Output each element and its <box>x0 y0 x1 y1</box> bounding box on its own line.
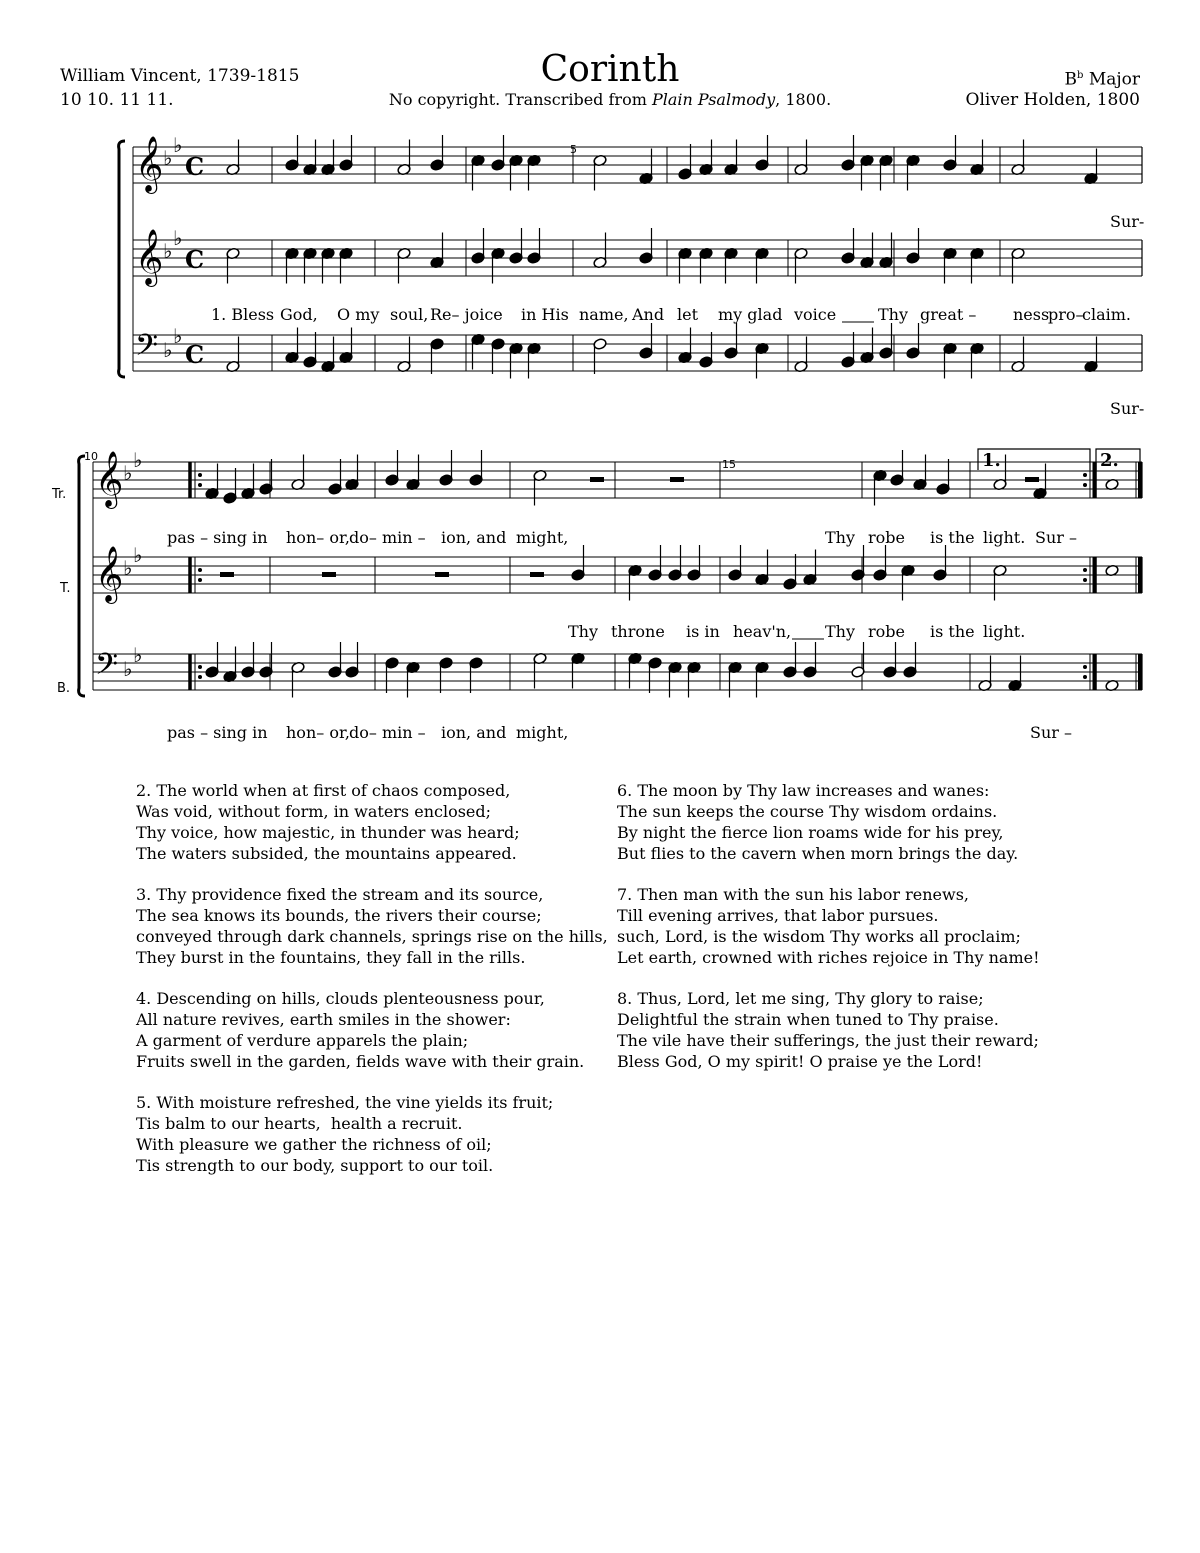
bass-lyric-end: Sur- <box>1110 399 1145 418</box>
treble-clef-icon: 𝄞 <box>95 546 124 602</box>
hymn-title: Corinth <box>540 49 680 90</box>
system-bracket <box>119 141 125 377</box>
treble-lyric: robe <box>868 528 905 547</box>
tenor-lyric: claim. <box>1082 305 1131 324</box>
tenor-lyric: is the <box>930 622 975 641</box>
verse-4: 4. Descending on hills, clouds plenteousness pour, All nature revives, earth smiles in the shower: A garment of verdure apparels the plain; Fruits swell in the garden, fields wave with their grain. <box>136 989 585 1071</box>
tenor-lyric: robe <box>868 622 905 641</box>
flat-icon: ♭ <box>123 556 133 580</box>
common-time-icon: C <box>185 340 205 369</box>
repeat-dot <box>198 578 202 582</box>
staff-label-treble: Tr. <box>52 487 67 502</box>
bass-clef-icon: 𝄢 <box>95 648 119 689</box>
tenor-lyric: And <box>632 305 665 324</box>
verses-column-right <box>617 780 1040 1072</box>
bass-lyric: might, <box>516 723 569 742</box>
repeat-dot <box>1083 483 1087 487</box>
repeat-dot <box>1083 675 1087 679</box>
tenor-lyric: my glad <box>718 305 783 324</box>
flat-icon: ♭ <box>163 239 173 263</box>
verse-3: 3. Thy providence fixed the stream and its source, The sea knows its bounds, the rivers their course; conveyed through dark channels, springs rise on the hills, They burst in the fountains, they fall in the rills. <box>136 885 608 967</box>
rest-icon <box>435 572 449 577</box>
tenor-lyric: Re– joice <box>430 305 503 324</box>
key-signature-label: $B^b$ Major <box>1064 69 1140 90</box>
treble-clef-icon: 𝄞 <box>135 229 164 285</box>
tenor-lyric: light. <box>983 622 1026 641</box>
repeat-dot <box>1083 665 1087 669</box>
volta-1: 1. <box>982 450 1001 471</box>
flat-icon: ♭ <box>123 657 133 681</box>
repeat-dot <box>198 675 202 679</box>
flat-icon: ♭ <box>173 324 183 348</box>
rest-icon <box>322 572 336 577</box>
tenor-lyric: heav'n, <box>733 622 792 641</box>
rest-icon <box>1025 477 1039 482</box>
bass-lyric: do– min – <box>349 723 426 742</box>
common-time-icon: C <box>185 245 205 274</box>
flat-icon: ♭ <box>133 643 143 667</box>
repeat-dot <box>1083 568 1087 572</box>
staff-label-bass: B. <box>57 681 71 696</box>
flat-icon: ♭ <box>133 448 143 472</box>
treble-lyric: pas – sing in <box>167 528 268 547</box>
tenor-lyric: in His <box>521 305 569 324</box>
composer: Oliver Holden, 1800 <box>965 90 1140 110</box>
bass-lyric: pas – sing in <box>167 723 268 742</box>
source-title: Plain Psalmody <box>651 90 776 109</box>
treble-lyric: Sur – <box>1035 528 1077 547</box>
tenor-lyric: ness <box>1013 305 1050 324</box>
treble-lyric: Thy <box>825 528 856 547</box>
tenor-lyric: great – <box>920 305 977 324</box>
verses-column-left <box>136 780 608 1176</box>
bass-lyric: Sur – <box>1030 723 1072 742</box>
tenor-lyric: Thy <box>825 622 856 641</box>
repeat-dot <box>198 483 202 487</box>
verse-6: 6. The moon by Thy law increases and wanes: The sun keeps the course Thy wisdom ordains. By night the fierce lion roams wide for his prey, But flies to the cavern when morn brings the day. <box>617 781 1019 863</box>
volta-2: 2. <box>1100 450 1119 471</box>
repeat-dot <box>1083 578 1087 582</box>
verse-8: 8. Thus, Lord, let me sing, Thy glory to raise; Delightful the strain when tuned to Thy praise. The vile have their sufferings, the just their reward; Bless God, O my spirit! O praise ye the Lord! <box>617 989 1039 1071</box>
common-time-icon: C <box>185 152 205 181</box>
author: William Vincent, 1739-1815 <box>60 66 300 86</box>
system-bracket <box>79 456 85 696</box>
tenor-lyric: O my <box>337 305 380 324</box>
tenor-lyric: God, <box>280 305 318 324</box>
rest-icon <box>530 572 544 577</box>
tenor-lyric: 1. Bless <box>211 305 275 324</box>
tenor-lyric: Thy <box>568 622 599 641</box>
tenor-lyric: is in <box>686 622 720 641</box>
verse-2: 2. The world when at first of chaos composed, Was void, without form, in waters enclosed; Thy voice, how majestic, in thunder was heard; The waters subsided, the mountains appeared. <box>136 781 520 863</box>
repeat-dot <box>1083 473 1087 477</box>
tenor-lyric: voice <box>794 305 837 324</box>
repeat-dot <box>198 568 202 572</box>
measure-number-15: 15 <box>722 458 736 471</box>
tenor-lyric: name, <box>579 305 629 324</box>
flat-icon: ♭ <box>173 226 183 250</box>
verse-7: 7. Then man with the sun his labor renews, Till evening arrives, that labor pursues. such, Lord, is the wisdom Thy works all proclaim; Let earth, crowned with riches rejoice in Thy name! <box>617 885 1040 967</box>
tenor-lyric: Thy <box>878 305 909 324</box>
tenor-lyric: let <box>677 305 699 324</box>
copyright-note: No copyright. Transcribed from Plain Psalmody, 1800. <box>388 90 832 109</box>
music-score <box>0 0 1200 760</box>
flat-icon: ♭ <box>173 133 183 157</box>
treble-lyric: is the <box>930 528 975 547</box>
measure-number-5: 5 <box>570 143 577 156</box>
repeat-dot <box>198 473 202 477</box>
bass-clef-icon: 𝄢 <box>135 329 159 370</box>
tenor-lyric: pro– <box>1048 305 1084 324</box>
treble-lyric-end: Sur- <box>1110 212 1145 231</box>
repeat-dot <box>198 665 202 669</box>
rest-icon <box>590 477 604 482</box>
tenor-lyric: soul, <box>390 305 429 324</box>
treble-clef-icon: 𝄞 <box>95 451 124 507</box>
treble-lyric: light. <box>983 528 1026 547</box>
treble-clef-icon: 𝄞 <box>135 136 164 192</box>
bass-lyric: ion, and <box>441 723 507 742</box>
measure-number-10: 10 <box>84 450 98 463</box>
treble-lyric: might, <box>516 528 569 547</box>
flat-icon: ♭ <box>163 338 173 362</box>
flat-icon: ♭ <box>123 461 133 485</box>
treble-lyric: ion, and <box>441 528 507 547</box>
treble-lyric: do– min – <box>349 528 426 547</box>
flat-icon: ♭ <box>133 543 143 567</box>
bass-lyric: hon– or, <box>286 723 350 742</box>
verse-5: 5. With moisture refreshed, the vine yields its fruit; Tis balm to our hearts, health a recruit. With pleasure we gather the richness of oil; Tis strength to our body, support to our toil. <box>136 1093 554 1175</box>
tenor-lyric: throne <box>611 622 665 641</box>
meter: 10 10. 11 11. <box>60 90 174 110</box>
flat-icon: ♭ <box>163 146 173 170</box>
rest-icon <box>670 477 684 482</box>
staff-label-tenor: T. <box>60 581 71 596</box>
rest-icon <box>220 572 234 577</box>
treble-lyric: hon– or, <box>286 528 350 547</box>
